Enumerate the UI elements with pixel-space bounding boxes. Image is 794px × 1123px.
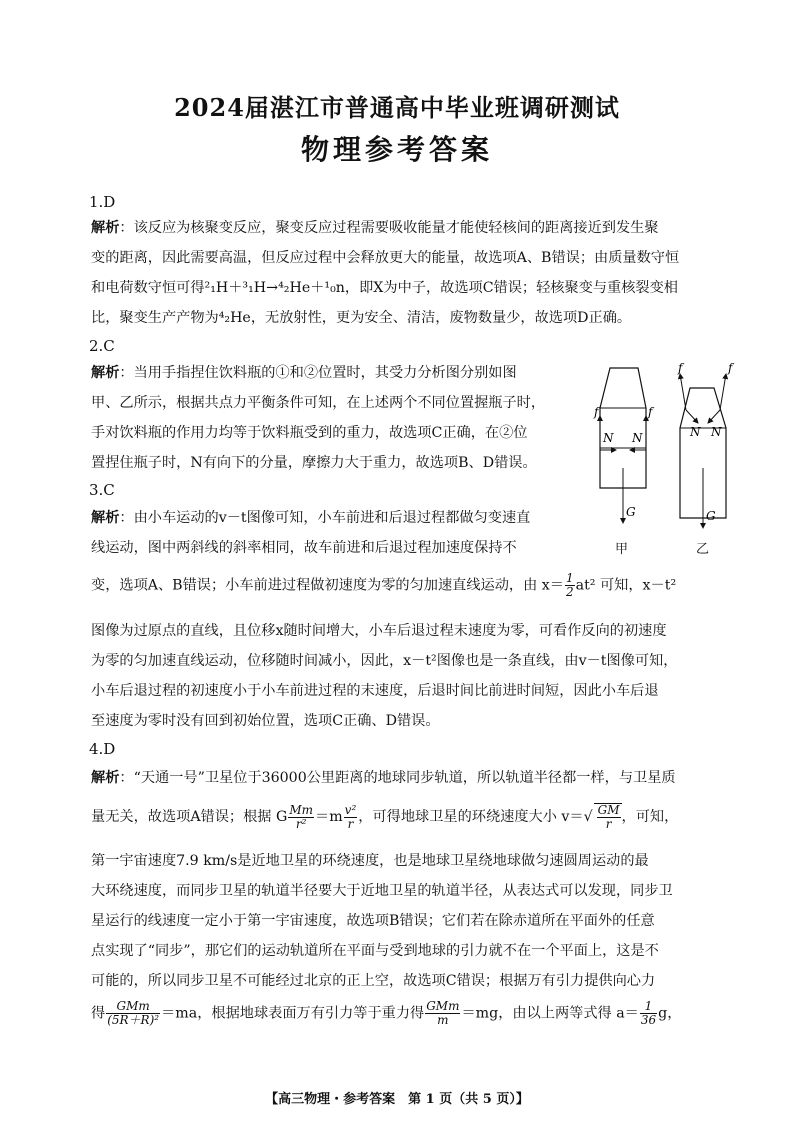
label-G-yi: G (706, 509, 716, 523)
answer-4-line-1: 解析：“天通一号”卫星位于36000公里距离的地球同步轨道，所以轨道半径都一样，与卫星质 (91, 770, 676, 786)
explanation-label: 解析 (91, 510, 120, 526)
caption-yi: 乙 (696, 542, 710, 557)
label-N-right: N (632, 431, 643, 445)
answer-1-number: 1.D (89, 193, 116, 211)
answer-3-formula-line: 变，选项A、B错误；小车前进过程做初速度为零的匀加速直线运动，由 x＝ $\frac{1}{2}$ at² 可知，x－t² (91, 571, 677, 599)
answer-title: 物理参考答案 (300, 133, 493, 166)
explanation-label: 解析 (91, 220, 120, 236)
fraction-half: $\frac{1}{2}$ (566, 571, 574, 599)
caption-jia: 甲 (615, 542, 629, 557)
label-f-yi-left: f (678, 361, 683, 375)
exam-title: 2024届湛江市普通高中毕业班调研测试 (174, 93, 620, 122)
answer-4-line-2: 量无关，故选项A错误；根据 G $\frac{Mm}{\text{r²}}$ ＝m $\frac{\text{v²}}{r}$ ，可得地球卫星的环绕速度大小 v＝√ $\frac{GM}{r}$ ，可知， (91, 802, 679, 831)
label-f-right: f (648, 405, 653, 419)
answer-1-explanation: 解析：该反应为核聚变反应，聚变反应过程需要吸收能量才能使轻核间的距离接近到发生聚 变的距离，因此需要高温，但反应过程中会释放更大的能量，故选项A、B错误；由质量数守恒 和电荷数守恒可得²₁H＋³₁H→⁴₂He＋¹₀n，即X为中子，故选项C错误；轻核聚变与重核裂变相 比，聚变生产产物为⁴₂He，无放射性，更为安全、清洁，废物数量少，故选项D正确。 (91, 220, 680, 326)
explanation-label: 解析 (91, 365, 120, 381)
bottle-yi (680, 374, 726, 528)
explanation-label: 解析 (91, 770, 120, 786)
bottle-jia (600, 368, 646, 523)
force-diagram (590, 358, 740, 558)
answer-2-number: 2.C (89, 337, 115, 355)
answer-2-explanation: 解析：当用手指捏住饮料瓶的①和②位置时，其受力分析图分别如图 甲、乙所示，根据共点力平衡条件可知，在上述两个不同位置握瓶子时， 手对饮料瓶的作用力均等于饮料瓶受到的重力，故选项C正确，在②位 置捏住瓶子时，N有向下的分量，摩擦力大于重力，故选项B、D错误。 (91, 365, 546, 471)
label-f-left: f (594, 405, 599, 419)
sqrt-expression: $\frac{GM}{r}$ (594, 803, 622, 831)
page-footer: 【高三物理・参考答案 第 1 页（共 5 页）】 (265, 1092, 529, 1107)
label-N-yi-left: N (690, 425, 701, 439)
label-f-yi-right: f (728, 361, 733, 375)
label-N-yi-right: N (711, 425, 722, 439)
answer-4-explanation: 第一宇宙速度7.9 km/s是近地卫星的环绕速度，也是地球卫星绕地球做匀速圆周运动的最 大环绕速度，而同步卫星的轨道半径要大于近地卫星的轨道半径，从表达式可以发现，同步卫 星运行的线速度一定小于第一宇宙速度，故选项B错误；它们若在除赤道所在平面外的任意 点实现了“同步”，那它们的运动轨道所在平面与受到地球的引力就不在一个平面上，这是不 可能的，所以同步卫星不可能经过北京的正上空，故选项C错误；根据万有引力提供向心力 (91, 853, 673, 989)
answer-4-last-line: 得 $\frac{\text{GMm}}{\text{(5R＋R)²}}$ ＝ma，根据地球表面万有引力等于重力得 $\frac{\text{GMm}}{m}$ ＝mg，由以上两等式得 a＝ $\frac{1}{36}$ g， (91, 999, 682, 1027)
answer-3-number: 3.C (89, 481, 115, 499)
label-G-jia: G (626, 505, 636, 519)
label-N-left: N (603, 431, 614, 445)
answer-3-explanation-part2: 图像为过原点的直线，且位移x随时间增大，小车后退过程末速度为零，可看作反向的初速度 为零的匀加速直线运动，位移随时间减小，因此，x－t²图像也是一条直线，由v－t图像可知， 小车后退过程的初速度小于小车前进过程的末速度，后退时间比前进时间短，因此小车后退 至速度为零时没有回到初始位置，选项C正确、D错误。 (91, 623, 678, 729)
answer-3-explanation-part1: 解析：由小车运动的v－t图像可知，小车前进和后退过程都做匀变速直 线运动，图中两斜线的斜率相同，故车前进和后退过程加速度保持不 (91, 510, 531, 556)
answer-4-number: 4.D (89, 740, 116, 758)
